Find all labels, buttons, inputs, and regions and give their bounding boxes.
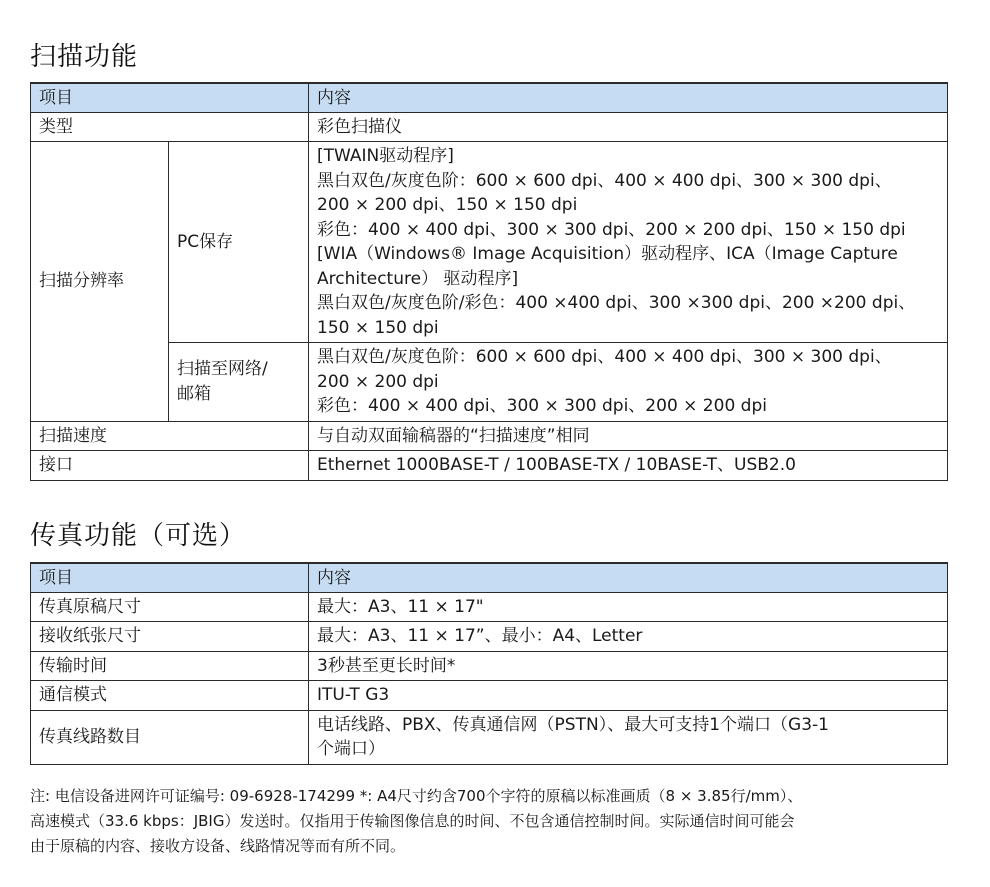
header-content: 内容 <box>309 563 948 592</box>
text-line: 个端口） <box>317 739 385 759</box>
table-row <box>31 421 948 451</box>
text-line: 电话线路、PBX、传真通信网（PSTN）、最大可支持1个端口（G3-1 <box>317 714 829 735</box>
header-item: 项目 <box>31 83 309 112</box>
row-label: 传输时间 <box>31 651 309 681</box>
resolution-pc-value <box>309 142 948 343</box>
sub-label-network <box>169 343 309 422</box>
row-label-interface: 接口 <box>31 451 309 481</box>
row-value: 最大：A3、11 × 17" <box>309 592 948 622</box>
table-row <box>31 112 948 142</box>
fax-section-title: 传真功能（可选） <box>30 521 247 551</box>
table-row <box>31 451 948 481</box>
row-value: 3秒甚至更长时间* <box>309 651 948 681</box>
scan-spec-table <box>30 82 948 481</box>
header-item: 项目 <box>31 563 309 592</box>
sub-label-pc: PC保存 <box>169 142 309 343</box>
text-line: 邮箱 <box>177 383 211 404</box>
text-line: 黑白双色/灰度色阶：600 × 600 dpi、400 × 400 dpi、300 × 300 dpi、 <box>317 347 892 367</box>
table-row <box>31 592 948 622</box>
row-label: 传真原稿尺寸 <box>31 592 309 622</box>
table-row <box>31 651 948 681</box>
row-value <box>309 710 948 764</box>
text-line: 扫描至网络/ <box>177 359 268 380</box>
text-line: [TWAIN驱动程序] <box>317 146 454 166</box>
table-row <box>31 142 948 343</box>
row-label-resolution: 扫描分辨率 <box>31 142 169 422</box>
row-value: ITU-T G3 <box>309 681 948 711</box>
row-value-speed: 与自动双面输稿器的“扫描速度”相同 <box>309 421 948 451</box>
text-line: 150 × 150 dpi <box>317 317 439 338</box>
resolution-network-value <box>309 343 948 422</box>
fax-spec-table <box>30 562 948 765</box>
footnote-line: 高速模式（33.6 kbps：JBIG）发送时。仅指用于传输图像信息的时间、不包含通信控制时间。实际通信时间可能会 <box>30 812 795 830</box>
row-label-speed: 扫描速度 <box>31 421 309 451</box>
table-row <box>31 681 948 711</box>
table-row <box>31 622 948 652</box>
footnote-line: 由于原稿的内容、接收方设备、线路情况等而有所不同。 <box>30 837 406 855</box>
footnote-line: 注: 电信设备进网许可证编号: 09-6928-174299 *: A4尺寸约含700个字符的原稿以标准画质（8 × 3.85行/mm）、 <box>30 787 803 805</box>
text-line: 200 × 200 dpi <box>317 371 439 392</box>
row-value: 最大：A3、11 × 17”、最小：A4、Letter <box>309 622 948 652</box>
text-line: [WIA（Windows® Image Acquisition）驱动程序、ICA（Image Capture <box>317 244 898 264</box>
row-label: 通信模式 <box>31 681 309 711</box>
row-value-type: 彩色扫描仪 <box>309 112 948 142</box>
row-label: 传真线路数目 <box>31 710 309 764</box>
table-row <box>31 343 948 422</box>
text-line: 彩色：400 × 400 dpi、300 × 300 dpi、200 × 200 dpi <box>317 396 767 416</box>
text-line: 彩色：400 × 400 dpi、300 × 300 dpi、200 × 200 dpi、150 × 150 dpi <box>317 219 906 240</box>
table-header-row <box>31 563 948 592</box>
row-label-type: 类型 <box>31 112 309 142</box>
table-header-row <box>31 83 948 112</box>
text-line: 黑白双色/灰度色阶：600 × 600 dpi、400 × 400 dpi、300 × 300 dpi、 <box>317 170 892 191</box>
text-line: 200 × 200 dpi、150 × 150 dpi <box>317 195 578 215</box>
table-row <box>31 710 948 764</box>
text-line: 黑白双色/灰度色阶/彩色：400 ×400 dpi、300 ×300 dpi、200 ×200 dpi、 <box>317 293 916 313</box>
row-value-interface: Ethernet 1000BASE-T / 100BASE-TX / 10BASE-T、USB2.0 <box>309 451 948 481</box>
text-line: Architecture） 驱动程序] <box>317 268 519 289</box>
row-label: 接收纸张尺寸 <box>31 622 309 652</box>
header-content: 内容 <box>309 83 948 112</box>
footnote <box>30 784 950 859</box>
scan-section-title: 扫描功能 <box>30 42 139 72</box>
